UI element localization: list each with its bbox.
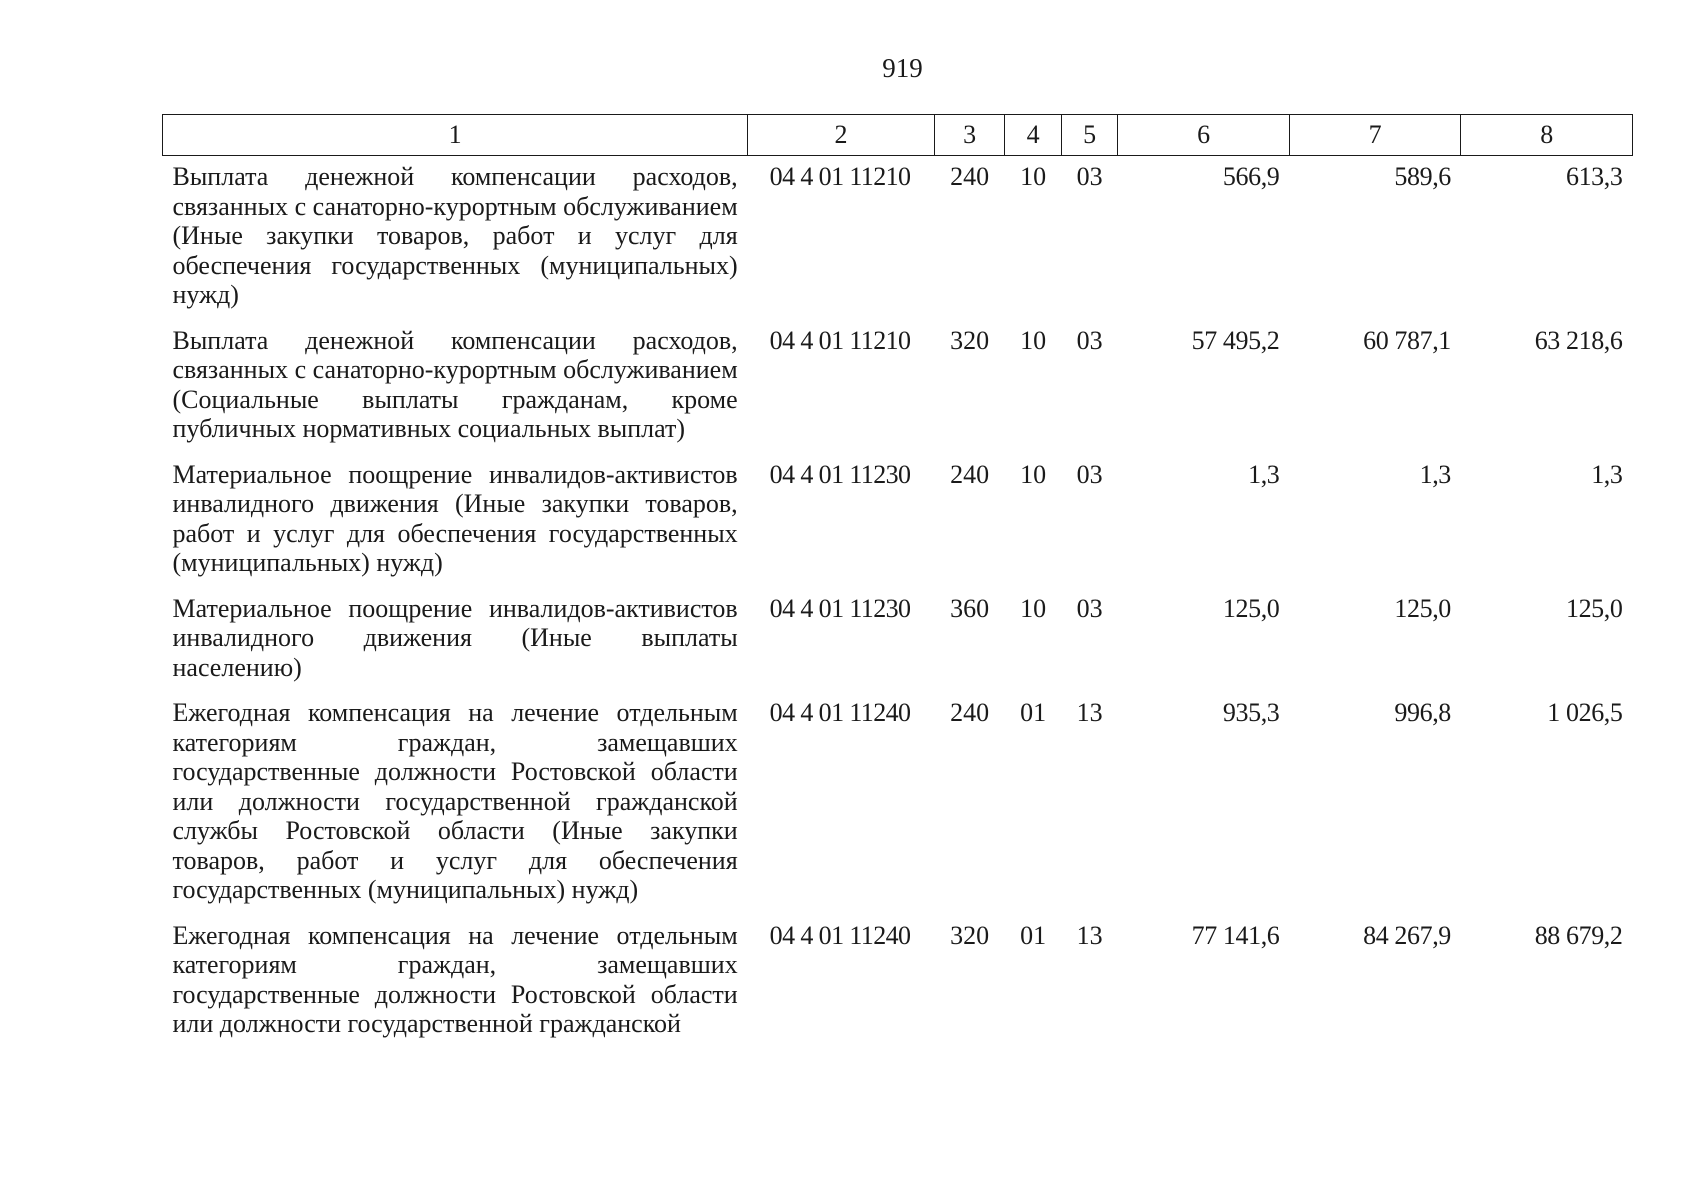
row-description: Выплата денежной компенсации расходов, связанных с санаторно-курортным обслуживанием (Социальные выплаты гражданам, кроме публичных нормативных социальных выплат) — [172, 325, 738, 443]
row-subsection: 13 — [1076, 698, 1103, 727]
row-description: Выплата денежной компенсации расходов, связанных с санаторно-курортным обслуживанием (Иные закупки товаров, работ и услуг для обеспечения государственных (муниципальных) нужд) — [172, 162, 738, 309]
row-section: 01 — [1020, 698, 1047, 727]
row-target-code: 04 4 01 11240 — [769, 920, 911, 950]
row-expense-type: 320 — [950, 325, 990, 355]
row-target-code: 04 4 01 11210 — [769, 325, 911, 355]
row-value-col8: 88 679,2 — [1534, 920, 1623, 950]
header-col-1: 1 — [163, 115, 748, 156]
row-value-col8: 125,0 — [1565, 593, 1623, 623]
table-row — [163, 915, 1633, 1049]
row-description: Ежегодная компенсация на лечение отдельным категориям граждан, замещавших государственные должности Ростовской области или должности государственной гражданской службы Ростовской области (Иные закупки товаров, работ и услуг для обеспечения государственных (муниципальных) нужд) — [172, 698, 738, 904]
row-subsection: 13 — [1076, 920, 1103, 950]
row-section: 10 — [1020, 593, 1047, 623]
row-value-col6: 1,3 — [1248, 459, 1280, 489]
row-value-col6: 77 141,6 — [1191, 920, 1280, 950]
row-section: 10 — [1020, 459, 1047, 489]
table-row — [163, 320, 1633, 454]
row-value-col6: 57 495,2 — [1191, 325, 1280, 355]
row-expense-type: 360 — [950, 593, 990, 623]
header-col-8: 8 — [1461, 115, 1633, 156]
row-target-code: 04 4 01 11230 — [769, 459, 911, 489]
table-row — [163, 588, 1633, 693]
row-subsection: 03 — [1076, 325, 1103, 355]
row-expense-type: 240 — [950, 698, 990, 727]
row-target-code: 04 4 01 11230 — [769, 593, 911, 623]
page-number: 919 — [882, 53, 923, 83]
row-value-col8: 1,3 — [1591, 459, 1623, 489]
row-subsection: 03 — [1076, 459, 1103, 489]
budget-table — [162, 114, 1633, 1049]
row-value-col6: 935,3 — [1222, 698, 1280, 727]
row-expense-type: 320 — [950, 920, 990, 950]
header-col-4: 4 — [1005, 115, 1061, 156]
table-row — [163, 454, 1633, 588]
row-value-col8: 1 026,5 — [1547, 698, 1623, 727]
table-body — [163, 156, 1633, 1049]
header-col-6: 6 — [1118, 115, 1290, 156]
row-expense-type: 240 — [950, 459, 990, 489]
row-value-col7: 84 267,9 — [1363, 920, 1451, 950]
row-value-col8: 63 218,6 — [1534, 325, 1623, 355]
row-subsection: 03 — [1076, 162, 1103, 191]
row-value-col7: 996,8 — [1394, 698, 1451, 727]
row-target-code: 04 4 01 11240 — [769, 698, 911, 727]
header-col-5: 5 — [1061, 115, 1117, 156]
row-value-col7: 125,0 — [1394, 593, 1451, 623]
table-header — [163, 115, 1633, 156]
row-value-col7: 60 787,1 — [1363, 325, 1451, 355]
row-subsection: 03 — [1076, 593, 1103, 623]
row-target-code: 04 4 01 11210 — [769, 162, 911, 191]
row-value-col6: 125,0 — [1222, 593, 1280, 623]
table-row — [163, 156, 1633, 320]
row-section: 01 — [1020, 920, 1047, 950]
table-row — [163, 692, 1633, 915]
row-expense-type: 240 — [950, 162, 990, 191]
row-value-col6: 566,9 — [1222, 162, 1280, 191]
row-value-col8: 613,3 — [1565, 162, 1623, 191]
row-description: Материальное поощрение инвалидов-активистов инвалидного движения (Иные закупки товаров, работ и услуг для обеспечения государственных (муниципальных) нужд) — [172, 459, 738, 577]
row-value-col7: 1,3 — [1419, 459, 1451, 489]
row-description: Ежегодная компенсация на лечение отдельным категориям граждан, замещавших государственные должности Ростовской области или должности государственной гражданской — [172, 920, 738, 1038]
row-section: 10 — [1020, 162, 1047, 191]
header-col-3: 3 — [934, 115, 1005, 156]
header-col-2: 2 — [748, 115, 935, 156]
row-value-col7: 589,6 — [1394, 162, 1451, 191]
row-description: Материальное поощрение инвалидов-активистов инвалидного движения (Иные выплаты населению) — [172, 593, 738, 682]
header-row — [163, 115, 1633, 156]
row-section: 10 — [1020, 325, 1047, 355]
header-col-7: 7 — [1289, 115, 1461, 156]
